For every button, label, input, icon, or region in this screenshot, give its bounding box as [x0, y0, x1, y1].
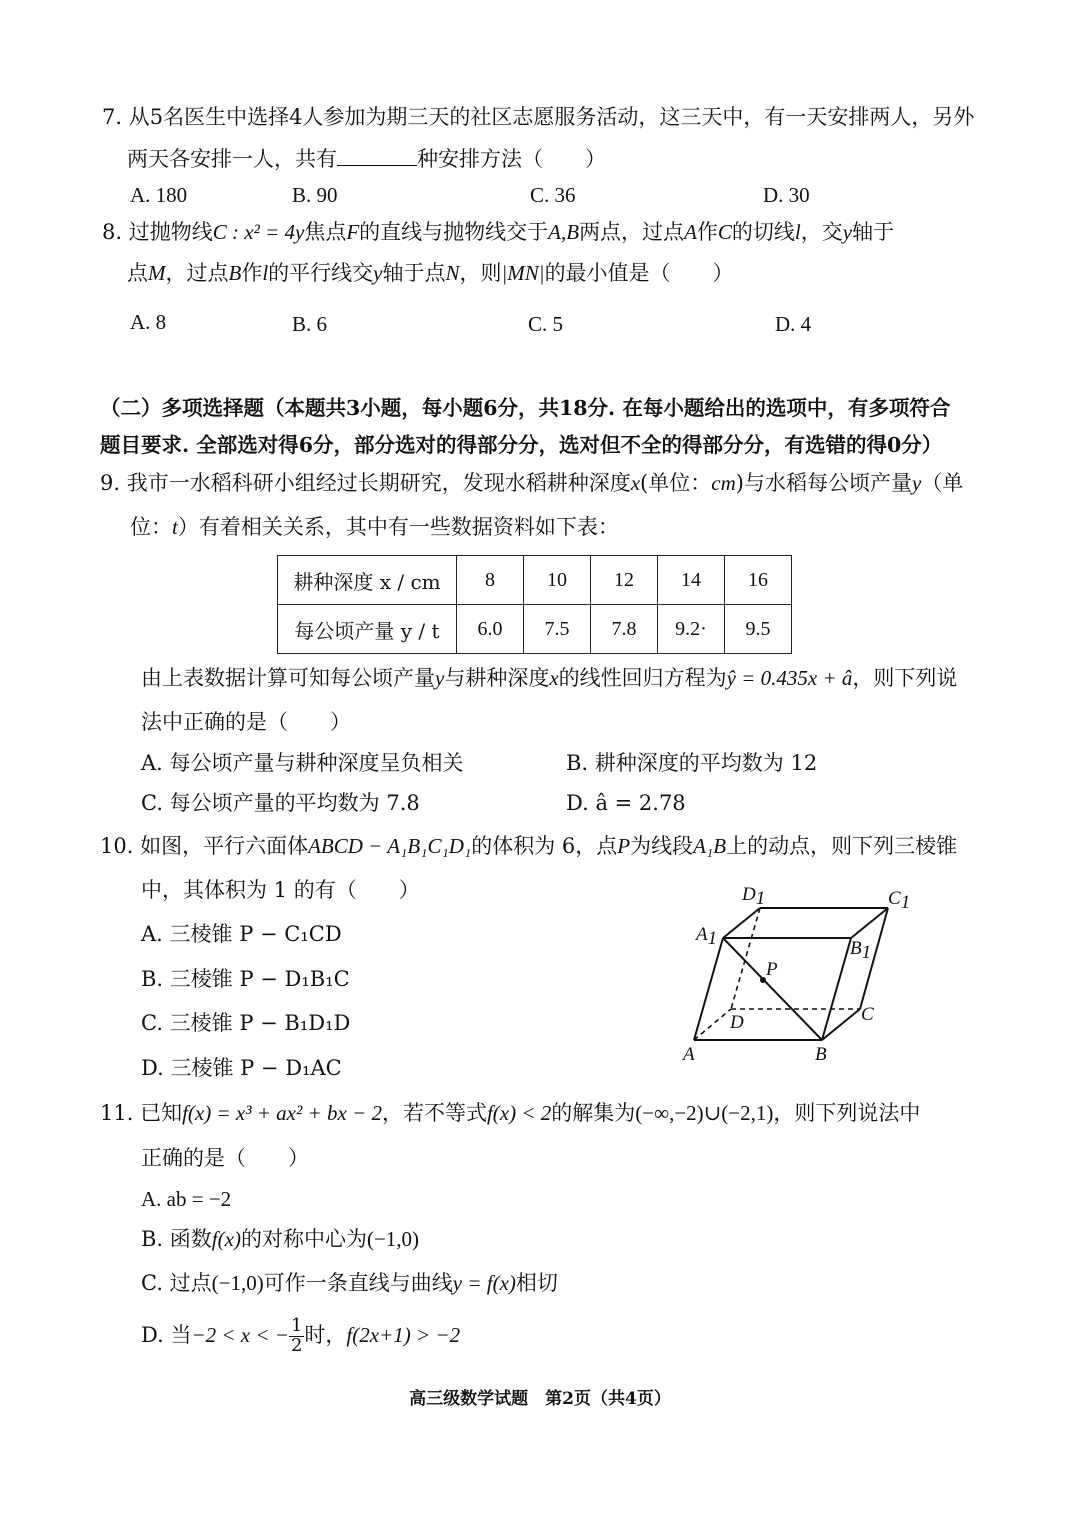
q11-text: 时，: [304, 1322, 347, 1347]
axis-y: y: [842, 220, 853, 244]
q10-stem-line2: 中，其体积为 1 的有（ ）: [141, 878, 420, 902]
q10-text: 为线段: [630, 834, 694, 858]
q9-option-a: A. 每公顷产量与耕种深度呈负相关: [141, 751, 464, 775]
q9-text: )与水稻每公顷产量: [735, 471, 912, 495]
function-f: f(x): [211, 1227, 241, 1251]
q11-text: C. 过点: [141, 1271, 212, 1295]
q8-stem-line2: [127, 263, 734, 284]
segment-a1b: A₁B: [693, 834, 727, 858]
q7-stem-text-2: 种安排方法（ ）: [417, 147, 606, 171]
interval: −2 < x < −: [191, 1322, 289, 1347]
label-a1: A1: [696, 924, 718, 949]
data-table: [277, 555, 792, 654]
q9-option-b: B. 耕种深度的平均数为 12: [566, 751, 818, 775]
q7-option-d: D. 30: [763, 183, 810, 207]
point-p: P: [617, 834, 631, 858]
q11-option-d: [141, 1317, 460, 1356]
q8-text: 的切线: [731, 220, 795, 244]
point: (−1,0): [366, 1227, 420, 1251]
q11-text: B. 函数: [141, 1227, 212, 1251]
q11-option-b: [141, 1229, 419, 1250]
var-y: y: [435, 666, 445, 690]
q8-option-a: A. 8: [130, 310, 167, 334]
point-b: B: [228, 261, 242, 285]
table-cell: 6.0: [457, 605, 524, 654]
q8-text: 焦点: [304, 220, 347, 244]
label-b: B: [815, 1044, 827, 1065]
q10-option-b: B. 三棱锥 P − D₁B₁C: [141, 967, 350, 991]
denominator: 2: [290, 1334, 303, 1356]
q8-text: 点: [127, 261, 148, 285]
edge-bc: [822, 1009, 860, 1040]
q11-option-c: [141, 1273, 558, 1294]
q7-stem-line1: 7. 从5名医生中选择4人参加为期三天的社区志愿服务活动，这三天中，有一天安排两人，另外: [102, 105, 975, 129]
parabola-equation: C : x² = 4y: [212, 220, 305, 244]
q9-text: ，则下列说: [852, 666, 958, 690]
page-footer: 高三级数学试题 第2页（共4页）: [409, 1389, 671, 1409]
q8-text: 作: [696, 220, 718, 244]
edge-a1a: [694, 938, 723, 1040]
q9-stem-line1: [100, 473, 963, 494]
row-header-depth: 耕种深度 x / cm: [278, 556, 457, 605]
segment-mn: |MN|: [501, 261, 545, 285]
label-c1: C1: [888, 888, 911, 913]
solution-set: (−∞,−2)∪(−2,1): [635, 1101, 774, 1125]
function-definition: f(x) = x³ + ax² + bx − 2: [182, 1101, 382, 1125]
table-cell: 14: [658, 556, 725, 605]
q9-stem-line4: 法中正确的是（ ）: [141, 710, 351, 734]
var-x: x: [630, 471, 641, 495]
point-n: N: [445, 261, 460, 285]
table-row: [278, 605, 792, 654]
parallelepiped-figure: [670, 870, 930, 1070]
q8-text: 的平行线交: [268, 261, 374, 285]
q8-stem-line1: [102, 222, 894, 243]
q8-text: 两点，过点: [579, 220, 685, 244]
q8-option-d: D. 4: [775, 312, 812, 336]
line-l: l: [262, 261, 269, 285]
q9-text: 9. 我市一水稻科研小组经过长期研究，发现水稻耕种深度: [100, 471, 631, 495]
q8-text: ，交: [800, 220, 843, 244]
axis-y: y: [373, 261, 383, 285]
line-l: l: [794, 220, 801, 244]
q7-stem-line2: [127, 147, 606, 170]
table-cell: 7.5: [524, 605, 591, 654]
q8-text: 轴于点: [382, 261, 446, 285]
row-header-yield: 每公顷产量 y / t: [278, 605, 457, 654]
q9-text: ）有着相关关系，其中有一些数据资料如下表：: [177, 515, 619, 539]
q7-option-c: C. 36: [530, 183, 576, 207]
q10-stem-line1: [100, 836, 957, 857]
q11-text: D. 当: [141, 1322, 192, 1347]
q9-stem-line3: [141, 668, 957, 689]
label-d1: D1: [742, 884, 766, 909]
q11-text: 可作一条直线与曲线: [263, 1271, 453, 1295]
q10-option-c: C. 三棱锥 P − B₁D₁D: [141, 1011, 351, 1035]
var-y: y: [911, 471, 922, 495]
q9-text: 与耕种深度: [444, 666, 550, 690]
q8-text: 轴于: [852, 220, 895, 244]
q10-text: 上的动点，则下列三棱锥: [726, 834, 958, 858]
unit-cm: cm: [711, 471, 736, 495]
inequality: f(x) < 2: [486, 1101, 552, 1125]
numerator: 1: [290, 1315, 303, 1336]
q8-text: ，则: [459, 261, 502, 285]
point-f: F: [346, 220, 360, 244]
point-a: A: [684, 220, 697, 244]
point: (−1,0): [211, 1271, 264, 1295]
edge-a1d1: [723, 908, 760, 938]
q11-text: ，则下列说法中: [773, 1101, 921, 1125]
label-d: D: [730, 1012, 744, 1033]
q10-text: 的体积为 6，点: [471, 834, 618, 858]
q8-text: ，过点: [165, 261, 229, 285]
table-row: [278, 556, 792, 605]
label-b1: B1: [850, 938, 872, 963]
table-cell: 8: [457, 556, 524, 605]
q8-text: 8. 过抛物线: [102, 220, 213, 244]
q11-option-a: A. ab = −2: [141, 1187, 232, 1211]
q10-option-d: D. 三棱锥 P − D₁AC: [141, 1056, 342, 1080]
curve-c: C: [717, 220, 732, 244]
point-m: M: [148, 261, 166, 285]
q7-option-a: A. 180: [130, 183, 188, 207]
label-p: P: [766, 959, 778, 980]
q9-text: (单位：: [640, 471, 712, 495]
edge-ad-hidden: [694, 1009, 731, 1040]
q8-text: 作: [241, 261, 263, 285]
label-c: C: [861, 1004, 874, 1025]
q9-option-d: D. â = 2.78: [566, 791, 686, 815]
q10-option-a: A. 三棱锥 P − C₁CD: [141, 922, 342, 946]
inequality: f(2x+1) > −2: [346, 1322, 461, 1347]
edge-b1c1: [851, 908, 888, 938]
q8-text: 的最小值是（ ）: [544, 261, 734, 285]
q11-stem-line2: 正确的是（ ）: [141, 1146, 309, 1170]
q11-text: 的解集为: [551, 1101, 636, 1125]
q9-text: 位：: [130, 515, 172, 539]
section-heading-line2: 题目要求. 全部选对得6分，部分选对的得部分分，选对但不全的得部分分，有选错的得0分）: [100, 433, 943, 457]
q8-text: 的直线与抛物线交于: [359, 220, 549, 244]
q7-stem-text: 两天各安排一人，共有: [127, 147, 337, 171]
q8-option-c: C. 5: [528, 312, 564, 336]
answer-blank: [337, 147, 417, 166]
q9-text: 的线性回归方程为: [558, 666, 727, 690]
q7-option-b: B. 90: [292, 183, 338, 207]
q11-text: 11. 已知: [100, 1101, 183, 1125]
unit-t: t: [172, 515, 178, 539]
q11-text: ，若不等式: [381, 1101, 487, 1125]
q11-text: 的对称中心为: [240, 1227, 367, 1251]
q9-text: （单: [921, 471, 964, 495]
q8-option-b: B. 6: [292, 312, 328, 336]
section-heading-line1: （二）多项选择题（本题共3小题，每小题6分，共18分. 在每小题给出的选项中，有多项符合: [100, 396, 951, 420]
q11-stem-line1: [100, 1103, 920, 1124]
q10-text: 10. 如图，平行六面体: [100, 834, 309, 858]
q11-text: 相切: [515, 1271, 558, 1295]
edge-d1d-hidden: [731, 908, 760, 1009]
regression-equation: ŷ = 0.435x + â: [726, 666, 853, 690]
edge-b1b: [822, 938, 851, 1040]
table-cell: 9.5: [725, 605, 792, 654]
table-cell: 16: [725, 556, 792, 605]
table-cell: 12: [591, 556, 658, 605]
table-cell: 7.8: [591, 605, 658, 654]
label-a: A: [683, 1044, 695, 1065]
points-ab: A,B: [548, 220, 580, 244]
var-x: x: [549, 666, 559, 690]
q9-option-c: C. 每公顷产量的平均数为 7.8: [141, 791, 420, 815]
curve-equation: y = f(x): [452, 1271, 516, 1295]
parallelepiped-name: ABCD − A₁B₁C₁D₁: [308, 834, 472, 858]
q9-text: 由上表数据计算可知每公顷产量: [141, 666, 435, 690]
table-cell: 9.2·: [658, 605, 725, 654]
fraction-one-half: [289, 1317, 304, 1356]
table-cell: 10: [524, 556, 591, 605]
q9-stem-line2: [130, 517, 619, 538]
